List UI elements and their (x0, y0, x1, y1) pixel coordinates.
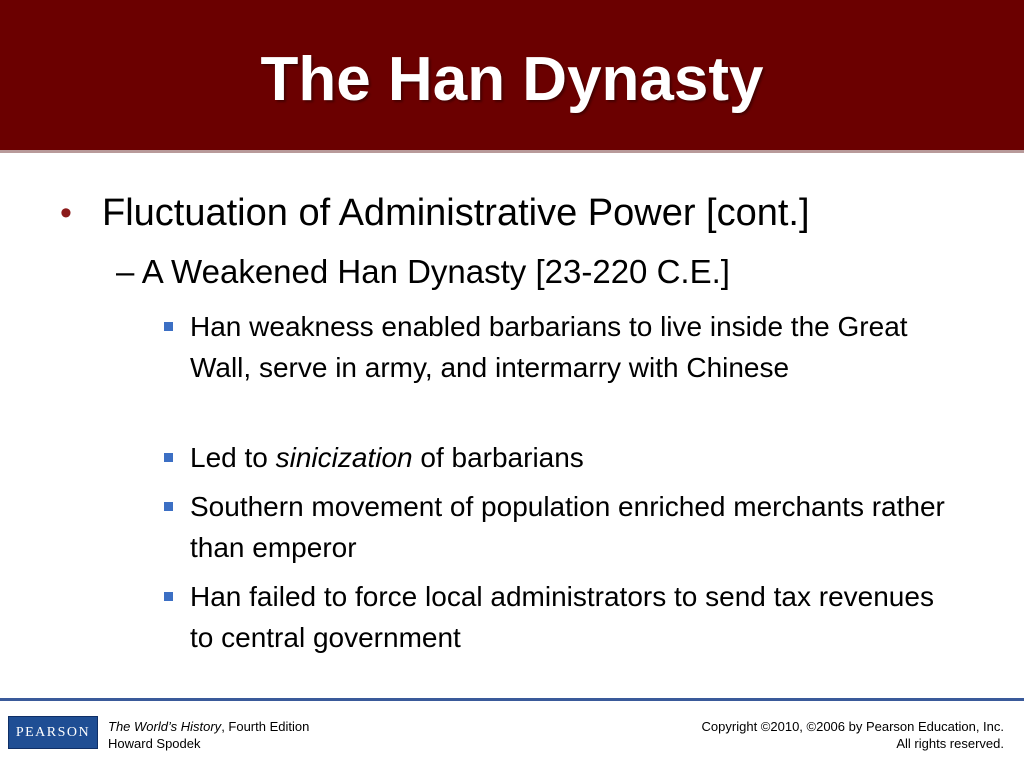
slide-title: The Han Dynasty (260, 45, 764, 114)
copyright-notice (702, 718, 1004, 752)
square-bullet-icon (164, 502, 173, 511)
text-run: of barbarians (412, 442, 584, 473)
round-bullet-icon: • (60, 194, 72, 232)
rights-line: All rights reserved. (896, 736, 1004, 751)
level3-bullet-item (164, 487, 964, 568)
book-title-line (108, 718, 309, 735)
copyright-line: Copyright ©2010, ©2006 by Pearson Education, Inc. (701, 719, 1004, 734)
level3-bullet-item (164, 307, 964, 388)
pearson-logo: PEARSON (8, 716, 98, 749)
square-bullet-icon (164, 453, 173, 462)
level3-bullet-text (190, 438, 964, 479)
italic-term: sinicization (275, 442, 413, 473)
level3-bullet-item (164, 438, 964, 479)
level3-bullet-text: Southern movement of population enriched merchants rather than emperor (190, 491, 945, 563)
square-bullet-icon (164, 322, 173, 331)
level3-bullet-item (164, 577, 964, 658)
square-bullet-icon (164, 592, 173, 601)
level1-bullet-text: Fluctuation of Administrative Power [cont.] (102, 192, 810, 234)
book-title: The World’s History (108, 719, 222, 734)
book-edition: , Fourth Edition (221, 719, 310, 734)
text-run: Led to (190, 442, 276, 473)
level2-bullet-text: – A Weakened Han Dynasty [23-220 C.E.] (116, 253, 730, 290)
book-author: Howard Spodek (108, 736, 201, 751)
level3-bullet-text: Han failed to force local administrators to send tax revenues to central government (190, 581, 934, 653)
level3-bullet-text: Han weakness enabled barbarians to live inside the Great Wall, serve in army, and intermarry with Chinese (190, 311, 908, 383)
footer-divider (0, 698, 1024, 701)
book-info (108, 718, 309, 752)
